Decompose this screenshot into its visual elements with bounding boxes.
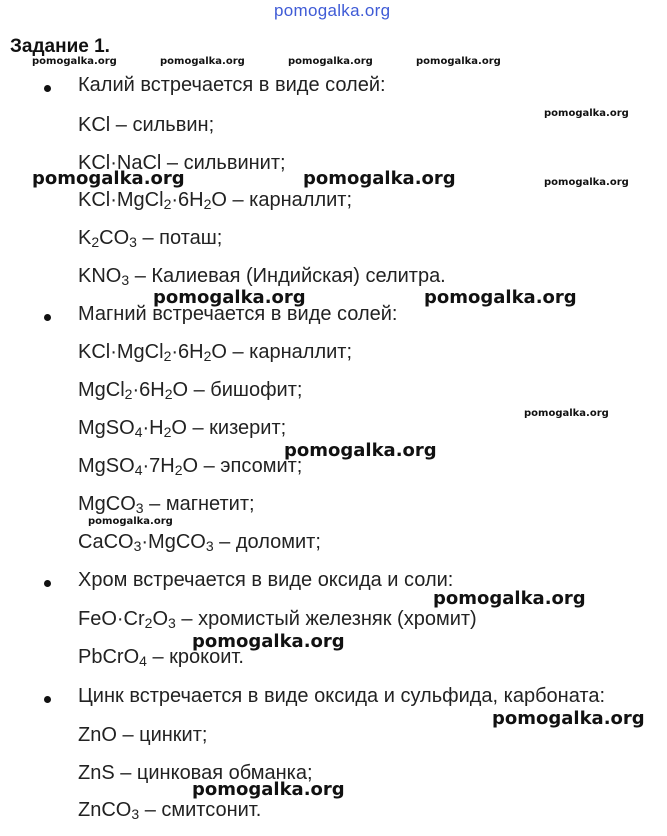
- subscript: 4: [134, 424, 143, 440]
- watermark: pomogalka.org: [424, 287, 577, 308]
- task-title: Задание 1.: [10, 36, 110, 57]
- section-heading: Хром встречается в виде оксида и соли:: [78, 569, 454, 591]
- watermark: pomogalka.org: [284, 440, 437, 461]
- formula-line: CaCO$_3$·MgCO$_3$ – доломит;: [78, 531, 321, 554]
- watermark: pomogalka.org: [192, 779, 345, 800]
- formula-line: $KNO_3$ – Калиевая (Индийская) селитра.: [78, 265, 446, 288]
- subscript: 3: [135, 500, 144, 516]
- watermark: pomogalka.org: [153, 287, 306, 308]
- subscript: 3: [131, 806, 140, 822]
- formula-line: MgCO$_3$ – магнетит;: [78, 493, 255, 516]
- subscript: 3: [205, 538, 214, 554]
- watermark-top: pomogalka.org: [274, 1, 391, 20]
- watermark: pomogalka.org: [160, 56, 245, 67]
- subscript: 2: [174, 462, 183, 478]
- formula-line: $MgCl_2\cdot 6H_2O$ – бишофит;: [78, 379, 303, 402]
- formula-line: $MgSO_4\cdot 7H_2O$ – эпсомит;: [78, 455, 303, 478]
- watermark: pomogalka.org: [32, 168, 185, 189]
- formula-line: PbCrO$_4$ – крокоит.: [78, 646, 244, 669]
- watermark: pomogalka.org: [88, 516, 173, 527]
- watermark: pomogalka.org: [544, 177, 629, 188]
- watermark: pomogalka.org: [303, 168, 456, 189]
- bullet: [44, 314, 51, 321]
- formula-line: $MgSO_4\cdot H_2O$ – кизерит;: [78, 417, 287, 440]
- watermark: pomogalka.org: [544, 108, 629, 119]
- subscript: 2: [124, 386, 133, 402]
- watermark: pomogalka.org: [288, 56, 373, 67]
- subscript: 2: [144, 615, 153, 631]
- subscript: 2: [164, 386, 173, 402]
- formula-line: $FeO\cdot Cr_2O_3$ – хромистый железняк (хромит): [78, 608, 477, 631]
- formula-line: ZnCO$_3$ – смитсонит.: [78, 799, 262, 822]
- subscript: 2: [163, 424, 172, 440]
- section-heading: Магний встречается в виде солей:: [78, 303, 398, 325]
- formula-line: KCl – сильвин;: [78, 114, 215, 136]
- formula-line: ZnS – цинковая обманка;: [78, 762, 313, 784]
- subscript: 2: [163, 348, 172, 364]
- subscript: 2: [91, 234, 100, 250]
- subscript: 3: [133, 538, 142, 554]
- bullet: [44, 85, 51, 92]
- subscript: 4: [139, 653, 147, 669]
- section-heading: Калий встречается в виде солей:: [78, 74, 386, 96]
- formula-line: $KCl\cdot MgCl_2\cdot 6H_2O$ – карналлит;: [78, 189, 353, 212]
- watermark: pomogalka.org: [492, 708, 645, 729]
- subscript: 3: [129, 234, 137, 250]
- formula-line: $K_2CO_3$ – поташ;: [78, 227, 223, 250]
- watermark: pomogalka.org: [192, 631, 345, 652]
- watermark: pomogalka.org: [416, 56, 501, 67]
- formula-line: ZnO – цинкит;: [78, 724, 208, 746]
- subscript: 2: [203, 348, 212, 364]
- watermark: pomogalka.org: [524, 408, 609, 419]
- subscript: 3: [121, 272, 130, 288]
- section-heading: Цинк встречается в виде оксида и сульфида, карбоната:: [78, 685, 606, 707]
- formula-line: KCl·NaCl – сильвинит;: [78, 152, 286, 174]
- subscript: 2: [203, 196, 212, 212]
- formula-line: $KCl\cdot MgCl_2\cdot 6H_2O$ – карналлит;: [78, 341, 353, 364]
- subscript: 3: [168, 615, 176, 631]
- bullet: [44, 696, 51, 703]
- subscript: 2: [163, 196, 172, 212]
- bullet: [44, 580, 51, 587]
- watermark: pomogalka.org: [433, 588, 586, 609]
- subscript: 4: [134, 462, 143, 478]
- watermark: pomogalka.org: [32, 56, 117, 67]
